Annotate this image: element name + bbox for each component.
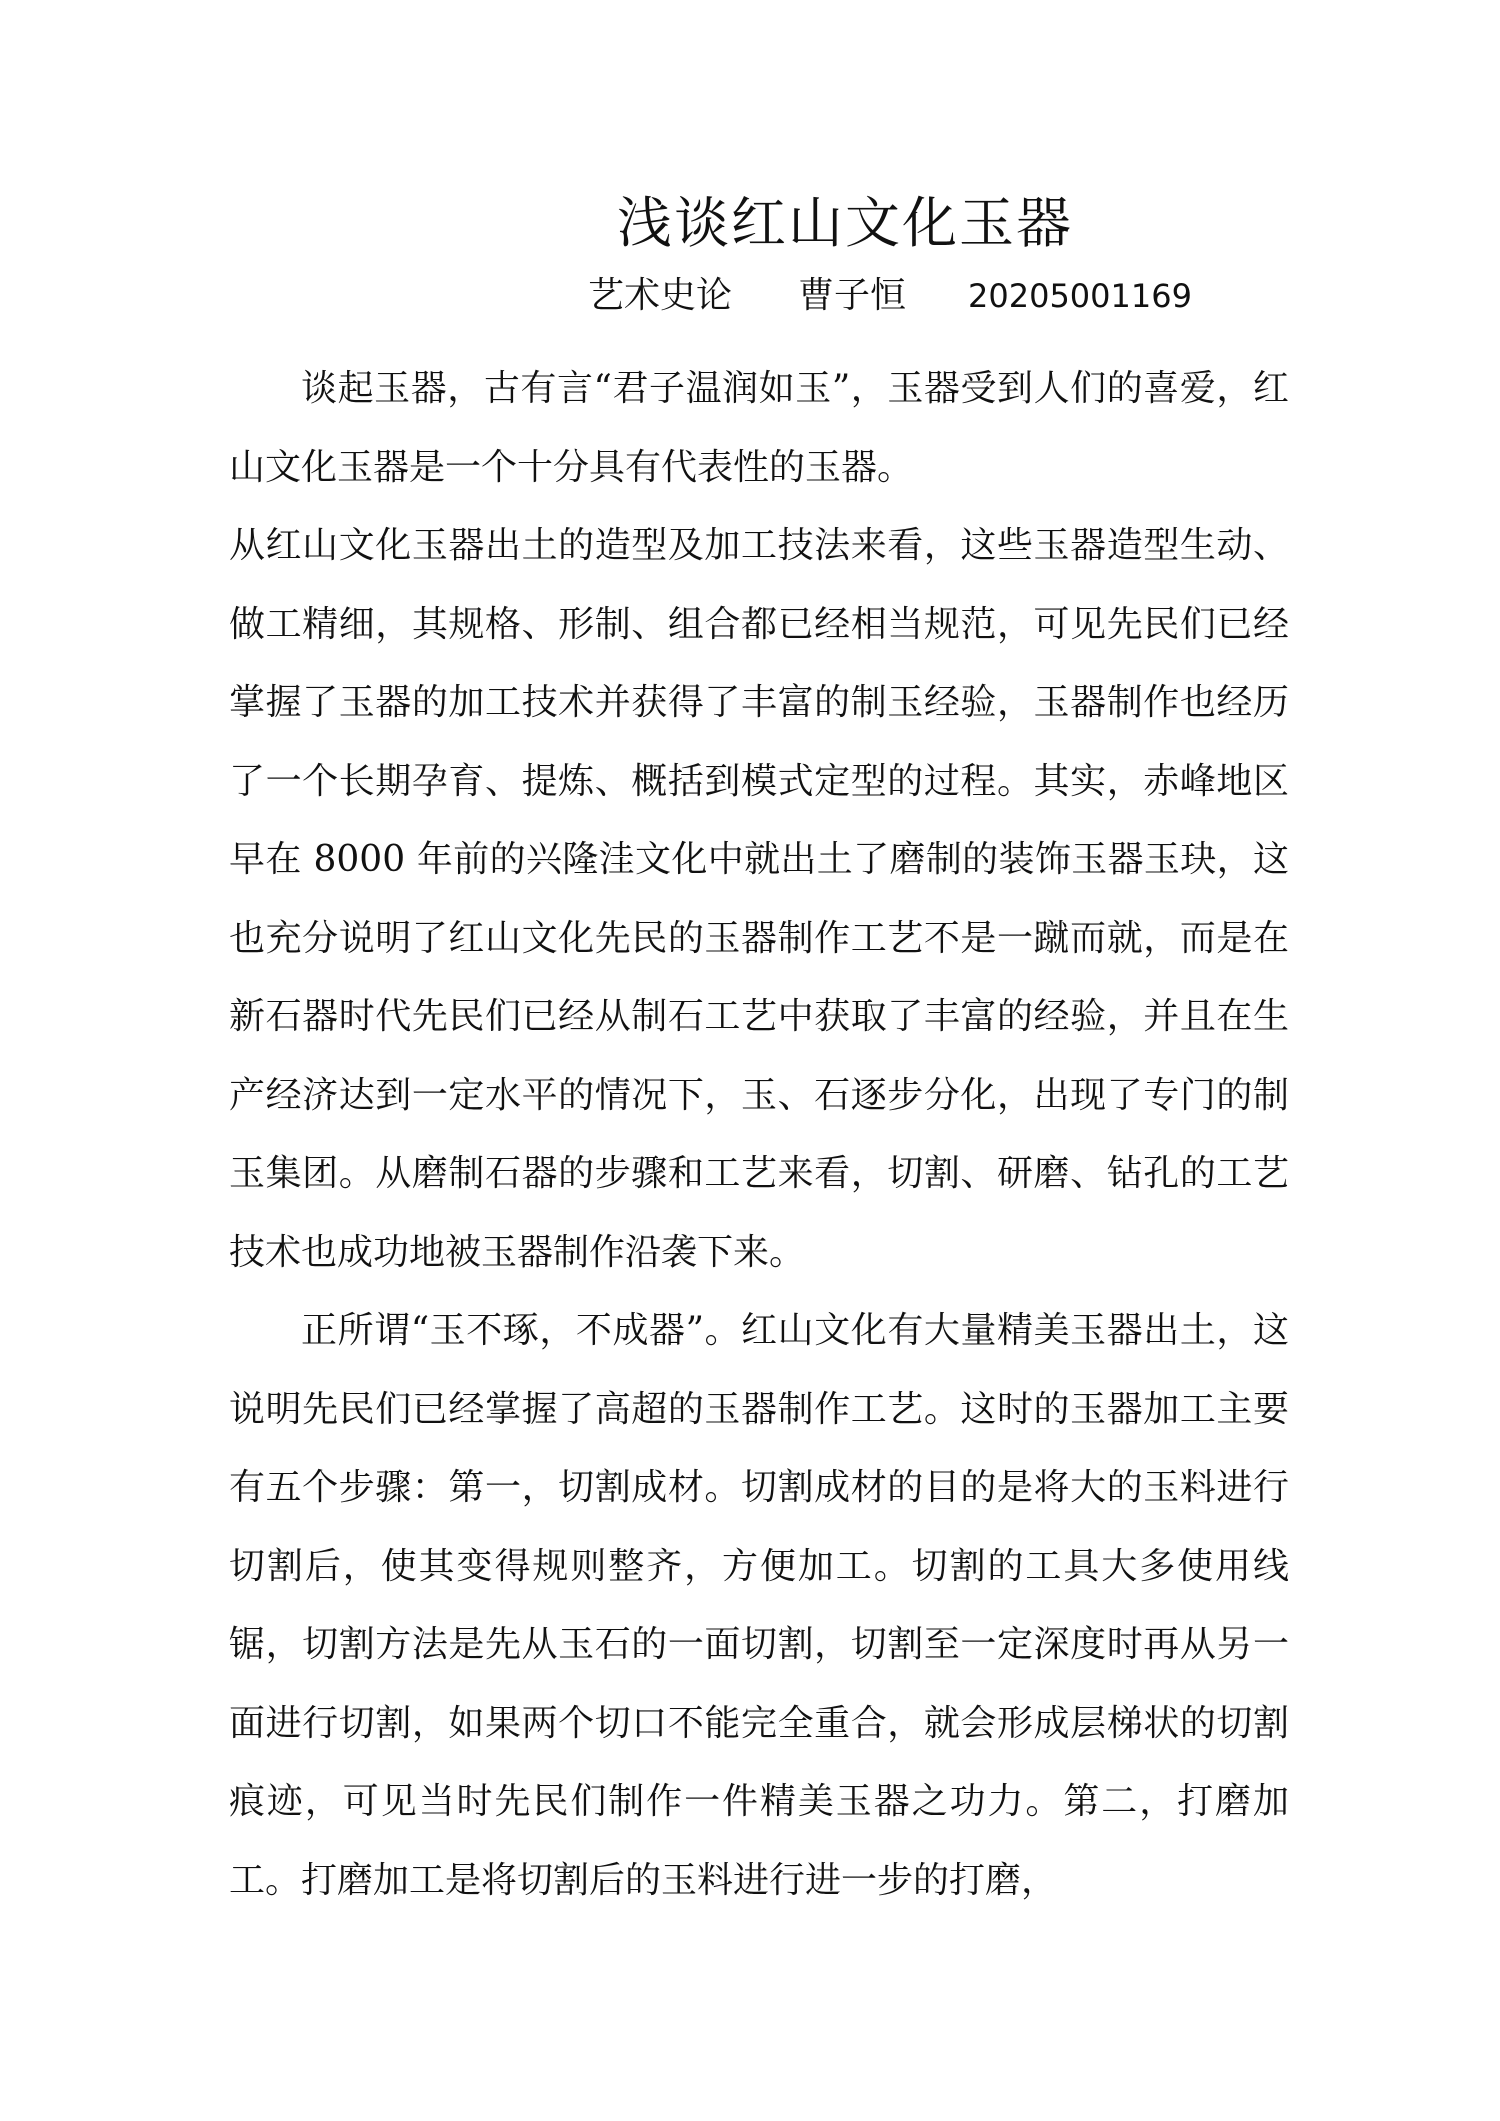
course-name: 艺术史论 (588, 275, 733, 316)
paragraph-craft-origin: 从红山文化玉器出土的造型及加工技法来看，这些玉器造型生动、做工精细，其规格、形制、组合都已经相当规范，可见先民们已经掌握了玉器的加工技术并获得了丰富的制玉经验，玉器制作也经历了一个长期孕育、提炼、概括到模式定型的过程。其实，赤峰地区早在 8000 年前的兴隆洼文化中就出土了磨制的装饰玉器玉玦，这也充分说明了红山文化先民的玉器制作工艺不是一蹴而就，而是在新石器时代先民们已经从制石工艺中获取了丰富的经验，并且在生产经济达到一定水平的情况下，玉、石逐步分化，出现了专门的制玉集团。从磨制石器的步骤和工艺来看，切割、研磨、钻孔的工艺技术也成功地被玉器制作沿袭下来。 (229, 525, 1289, 1273)
student-id: 20205001169 (968, 277, 1192, 315)
paragraph-intro: 谈起玉器，古有言“君子温润如玉”，玉器受到人们的喜爱，红山文化玉器是一个十分具有代表性的玉器。 (229, 368, 1289, 488)
document-body (229, 350, 1289, 1920)
document-title: 浅谈红山文化玉器 (616, 191, 1073, 255)
paragraph-processing-steps: 正所谓“玉不琢，不成器”。红山文化有大量精美玉器出土，这说明先民们已经掌握了高超的玉器制作工艺。这时的玉器加工主要有五个步骤：第一，切割成材。切割成材的目的是将大的玉料进行切割后，使其变得规则整齐，方便加工。切割的工具大多使用线锯，切割方法是先从玉石的一面切割，切割至一定深度时再从另一面进行切割，如果两个切口不能完全重合，就会形成层梯状的切割痕迹，可见当时先民们制作一件精美玉器之功力。第二，打磨加工。打磨加工是将切割后的玉料进行进一步的打磨， (229, 1310, 1289, 1901)
byline (588, 272, 1192, 320)
author-name: 曹子恒 (798, 275, 907, 316)
